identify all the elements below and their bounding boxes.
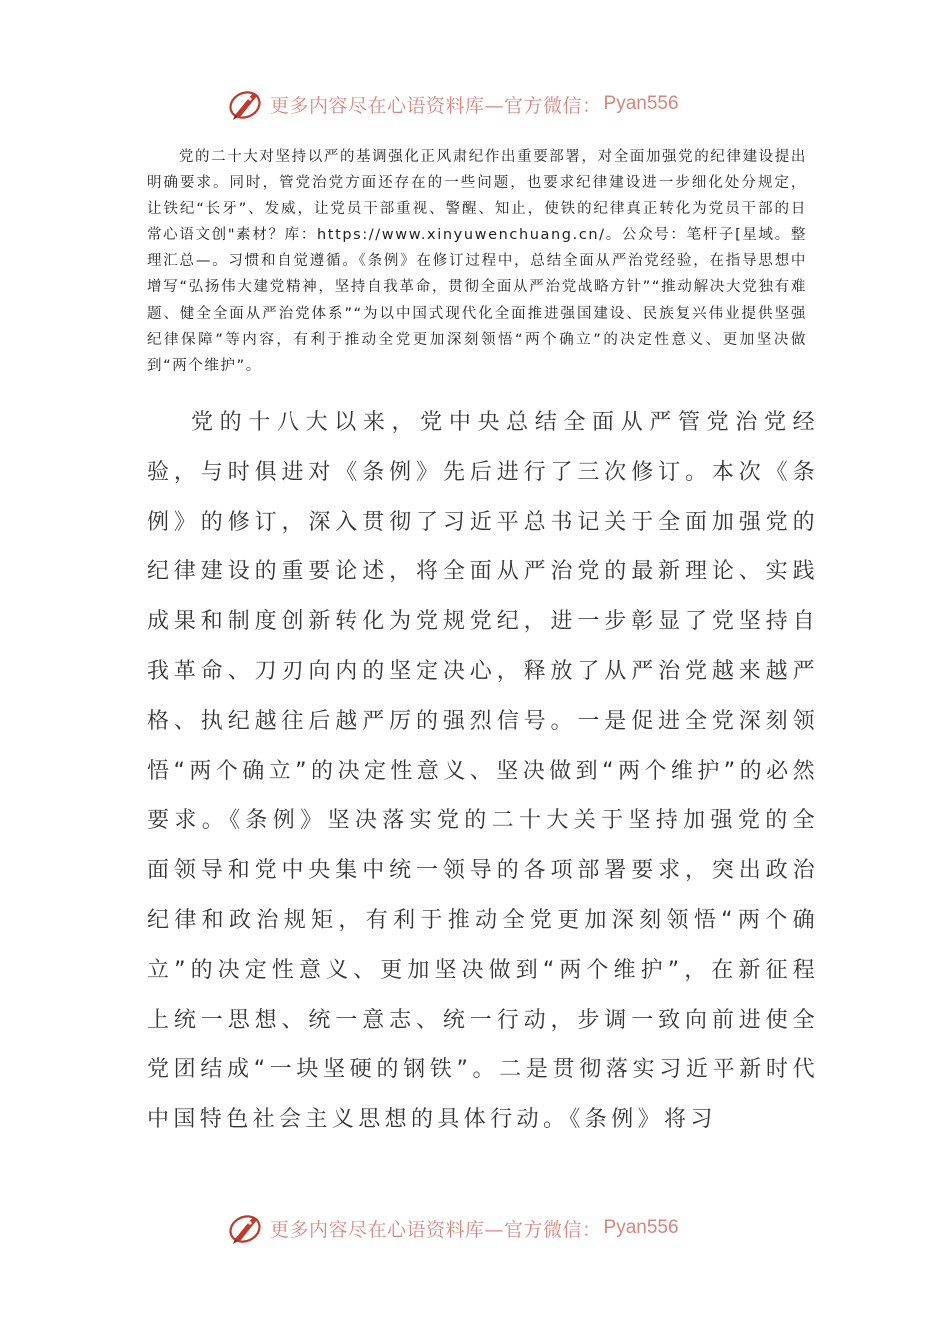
banner-text: 更多内容尽在心语资料库—官方微信：	[270, 1218, 602, 1241]
banner-wechat-handle: Pyan556	[603, 1217, 679, 1238]
pen-logo-icon	[226, 1208, 266, 1248]
banner-wechat-handle: Pyan556	[603, 93, 679, 114]
pen-logo-icon	[226, 84, 266, 124]
header-watermark-banner	[226, 84, 679, 124]
banner-text: 更多内容尽在心语资料库—官方微信：	[270, 94, 602, 117]
main-paragraph: 党的十八大以来，党中央总结全面从严管党治党经验，与时俱进对《条例》先后进行了三次修订。本次《条例》的修订，深入贯彻了习近平总书记关于全面加强党的纪律建设的重要论述，将全面从严治党的最新理论、实践成果和制度创新转化为党规党纪，进一步彰显了党坚持自我革命、刀刃向内的坚定决心，释放了从严治党越来越严格、执纪越往后越严厉的强烈信号。一是促进全党深刻领悟“两个确立”的决定性意义、坚决做到“两个维护”的必然要求。《条例》坚决落实党的二十大关于坚持加强党的全面领导和党中央集中统一领导的各项部署要求，突出政治纪律和政治规矩，有利于推动全党更加深刻领悟“两个确立”的决定性意义、更加坚决做到“两个维护”，在新征程上统一思想、统一意志、统一行动，步调一致向前进使全党团结成“一块坚硬的钢铁”。二是贯彻落实习近平新时代中国特色社会主义思想的具体行动。《条例》将习	[147, 410, 819, 1133]
footer-watermark-banner	[226, 1208, 679, 1248]
intro-paragraph: 党的二十大对坚持以严的基调强化正风肃纪作出重要部署，对全面加强党的纪律建设提出明确要求。同时，管党治党方面还存在的一些问题，也要求纪律建设进一步细化处分规定，让铁纪“长牙”、发威，让党员干部重视、警醒、知止，使铁的纪律真正转化为党员干部的日常心语文创"素材？库：https://www.xinyuwenchuang.cn/。公众号：笔杆子[星域。整理汇总—。习惯和自觉遵循。《条例》在修订过程中，总结全面从严治党经验，在指导思想中增写“弘扬伟大建党精神，坚持自我革命，贯彻全面从严治党战略方针”“推动解决大党独有难题、健全全面从严治党体系”“为以中国式现代化全面推进强国建设、民族复兴伟业提供坚强纪律保障”等内容，有利于推动全党更加深刻领悟“两个确立”的决定性意义、更加坚决做到“两个维护”。	[147, 149, 807, 374]
